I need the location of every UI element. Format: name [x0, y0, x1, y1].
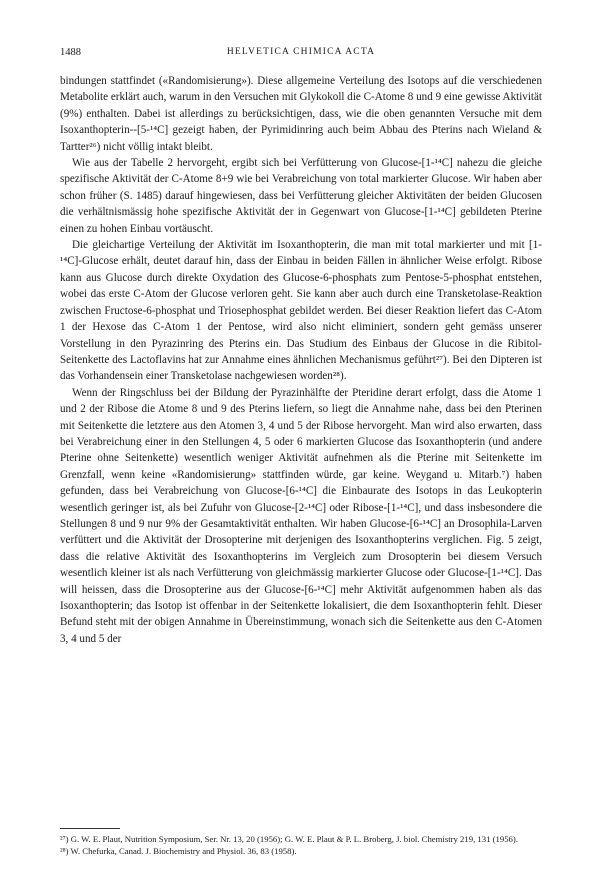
- footnotes: [60, 833, 542, 857]
- paragraph-continuation: bindungen stattfindet («Randomisierung»). Diese allgemeine Verteilung des Isotops auf die verschiedenen Metabolite erklärt auch, warum in den Versuchen mit Glykokoll die C-Atome 8 und 9 eine gewisse Aktivität (9%) enthalten. Dabei ist allerdings zu berücksichtigen, dass, wie die oben genannten Versuche mit dem Isoxanthopterin--[5-¹⁴C] gezeigt haben, der Pyrimidinring auch beim Abbau des Pterins nach Wieland & Tartter²⁶) nicht völlig intakt bleibt.: [60, 75, 542, 153]
- paragraph-ring-closure: Wenn der Ringschluss bei der Bildung der Pyrazinhälfte der Pteridine derart erfolgt, dass die Atome 1 und 2 der Ribose die Atome 8 und 9 des Pterins liefern, so liegt die Annahme nahe, dass bei den Pterinen mit Seitenkette die letztere aus den Atomen 3, 4 und 5 der Ribose hervorgeht. Man wird also erwarten, dass bei Verabreichung einer in den Stellungen 4, 5 oder 6 markierten Glucose das Isoxanthopterin (und andere Pterine ohne Seitenkette) wesentlich weniger Aktivität aufnehmen als die Pterine mit Seitenkette im Grenzfall, wenn keine «Randomisierung» stattfinden würde, gar keine. Weygand u. Mitarb.⁷) haben gefunden, dass bei Verabreichung von Glucose-[6-¹⁴C] die Einbaurate des Isotops in das Leukopterin wesentlich geringer ist, als bei Zufuhr von Glucose-[2-¹⁴C] oder Ribose-[1-¹⁴C], und dass insbesondere die Stellungen 8 und 9 nur 9% der Gesamtaktivität enthalten. Wir haben Glucose-[6-¹⁴C] an Drosophila-Larven verfüttert und die Aktivität der Drosopterine mit derjenigen des Isoxanthopterins verglichen. Fig. 5 zeigt, dass die relative Aktivität des Isoxanthopterins im Vergleich zum Drosopterin bei diesem Versuch wesentlich kleiner ist als nach Verfütterung von gleichmässig markierter Glucose oder Glucose-[1-¹⁴C]. Das will heissen, dass die Drosopterine aus der Glucose-[6-¹⁴C] mehr Aktivität aufgenommen haben als das Isoxanthopterin; das Isotop ist offenbar in der Seitenkette lokalisiert, die dem Isoxanthopterin fehlt. Dieser Befund steht mit der obigen Annahme in Übereinstimmung, wonach sich die Seitenkette aus den C-Atomen 3, 4 und 5 der: [60, 386, 542, 645]
- footnote-divider: [60, 828, 120, 829]
- footnote-28: ²⁸) W. Chefurka, Canad. J. Biochemistry and Physiol. 36, 83 (1958).: [60, 846, 297, 857]
- page-number: 1488: [60, 47, 81, 58]
- paragraph-table-2: Wie aus der Tabelle 2 hervorgeht, ergibt sich bei Verfütterung von Glucose-[1-¹⁴C] nahezu die gleiche spezifische Aktivität der C-Atome 8+9 wie bei Verabreichung von total markierter Glucose. Wir haben aber schon früher (S. 1485) darauf hingewiesen, dass bei Verfütterung gleicher Aktivitäten der beiden Glucosen die verhältnismässig hohe spezifische Aktivität der in Gegenwart von Glucose-[1-¹⁴C] gebildeten Pterine einen zu hohen Einbau vortäuscht.: [60, 157, 542, 235]
- paragraph-distribution: Die gleichartige Verteilung der Aktivität im Isoxanthopterin, die man mit total markierter und mit [1-¹⁴C]-Glucose erhält, deutet darauf hin, dass der Einbau in beiden Fällen in ähnlicher Weise erfolgt. Ribose kann aus Glucose durch direkte Oxydation des Glucose-6-phosphats zum Pentose-5-phosphat entstehen, wobei das erste C-Atom der Glucose verloren geht. Sie kann aber auch durch eine Transketolase-Reaktion zwischen Fructose-6-phosphat und Triosephosphat gebildet werden. Bei dieser Reaktion liefert das C-Atom 1 der Hexose das C-Atom 1 der Pentose, wird also nicht eliminiert, sondern geht gemäss unserer Vorstellung in den Pyrazinring des Pterins ein. Das Studium des Einbaus der Glucose in die Ribitol-Seitenkette des Lactoflavins hat zur Annahme eines ähnlichen Mechanismus geführt²⁷). Bei den Dipteren ist das Vorhandensein einer Transketolase nachgewiesen worden²⁸).: [60, 239, 542, 383]
- page-header: [60, 47, 542, 61]
- article-body: [60, 73, 542, 647]
- footnote-27: ²⁷) G. W. E. Plaut, Nutrition Symposium, Ser. Nr. 13, 20 (1956); G. W. E. Plaut & P. L. Broberg, J. biol. Chemistry 219, 131 (1956).: [60, 834, 518, 844]
- journal-title: HELVETICA CHIMICA ACTA: [226, 47, 376, 57]
